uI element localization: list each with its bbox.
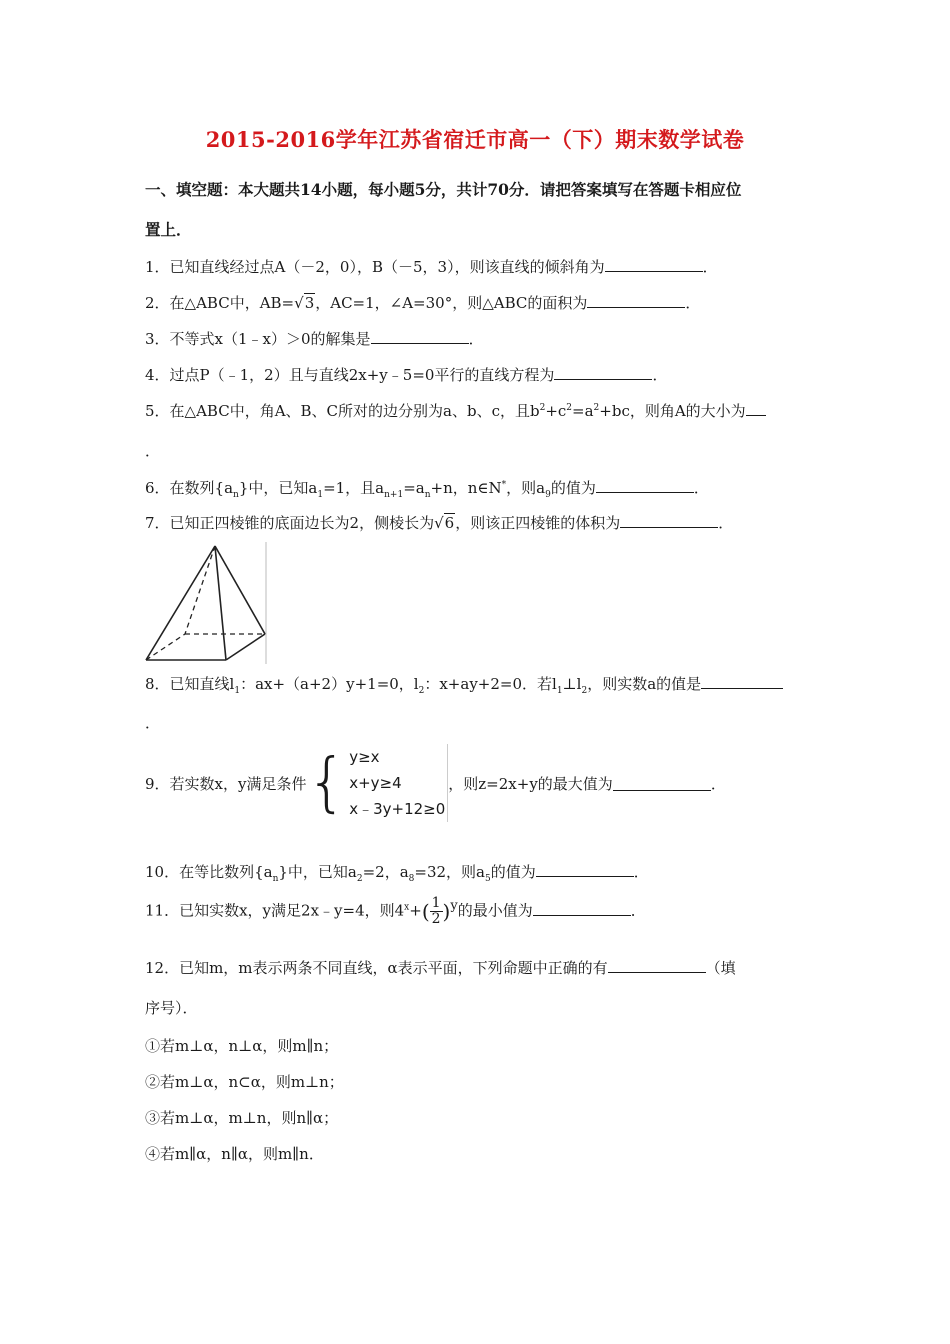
question-12-item-1: ①若m⊥α，n⊥α，则m∥n； [145,1037,339,1055]
question-5-end: ． [145,442,161,460]
question-3: 3．不等式x（1﹣x）＞0的解集是 ． [145,330,484,348]
question-7: 7．已知正四棱锥的底面边长为2，侧棱长为√6，则该正四棱锥的体积为 ． [145,514,734,532]
answer-blank-2[interactable] [587,293,685,308]
sqrt-3: √3 [294,294,315,312]
answer-blank-4[interactable] [554,365,652,380]
section-instructions-line1: 一、填空题：本大题共14小题，每小题5分，共计70分．请把答案填写在答题卡相应位 [145,180,742,199]
constraint-system: { y≥x x+y≥4 x﹣3y+12≥0 [306,744,448,822]
question-12-line2: 序号）． [145,999,198,1017]
answer-blank-12[interactable] [608,958,706,973]
section-instructions-line2: 置上． [145,220,192,239]
question-8-end: ． [145,714,161,732]
question-5: 5．在△ABC中，角A、B、C所对的边分别为a、b、c，且$b^2+c^2=a^2+bc$，则角A的大小为 [145,400,766,421]
pyramid-figure [140,540,270,666]
answer-blank-7[interactable] [620,513,718,528]
answer-blank-5[interactable] [746,401,766,416]
fraction-one-half: $\frac{1}{2}$ [431,895,441,927]
page-title: 2015-2016学年江苏省宿迁市高一（下）期末数学试卷 [205,127,745,152]
question-12-item-3: ③若m⊥α，m⊥n，则n∥α； [145,1109,339,1127]
question-12-item-4: ④若m∥α，n∥α，则m∥n． [145,1145,324,1163]
answer-blank-6[interactable] [596,478,694,493]
question-9: 9．若实数x，y满足条件 { y≥x x+y≥4 x﹣3y+12≥0 ，则z=2x+y的最大值为 ． [145,746,726,820]
answer-blank-1[interactable] [605,257,703,272]
answer-blank-10[interactable] [536,862,634,877]
question-1-text: 1．已知直线经过点A（－2，0），B（－5，3），则该直线的倾斜角为 [145,258,605,276]
question-10: 10．在等比数列$\{a_n\}$中，已知$a_2=2$，$a_8=32$，则$a_5$的值为 ． [145,863,649,884]
answer-blank-9[interactable] [613,776,711,791]
question-1: 1．已知直线经过点A（－2，0），B（－5，3），则该直线的倾斜角为 ． [145,258,718,276]
question-12-item-2: ②若m⊥α，n⊂α，则m⊥n； [145,1073,344,1091]
question-11: 11．已知实数x，y满足2x﹣y=4，则$4^x+$( $\frac{1}{2}$ )$^y$的最小值为 ． [145,895,646,927]
answer-blank-8[interactable] [701,674,783,689]
answer-blank-3[interactable] [371,329,469,344]
answer-blank-11[interactable] [533,901,631,916]
question-12: 12．已知m，m表示两条不同直线，α表示平面，下列命题中正确的有 （填 [145,959,736,977]
sqrt-6: √6 [434,514,455,532]
question-4: 4．过点P（﹣1，2）且与直线2x+y﹣5=0平行的直线方程为 ． [145,366,668,384]
question-2: 2．在△ABC中，AB=√3，AC=1，∠A=30°，则△ABC的面积为 ． [145,294,701,312]
question-6: 6．在数列$\{a_n\}$中，已知$a_1=1$，且$a_{n+1}=a_n+n$，n∈N*，则$a_9$的值为 ． [145,479,709,500]
question-8: 8．已知直线$l_1$：ax+（a+2）y+1=0，$l_2$：x+ay+2=0．若$l_1\perp l_2$，则实数a的值是 [145,673,783,696]
